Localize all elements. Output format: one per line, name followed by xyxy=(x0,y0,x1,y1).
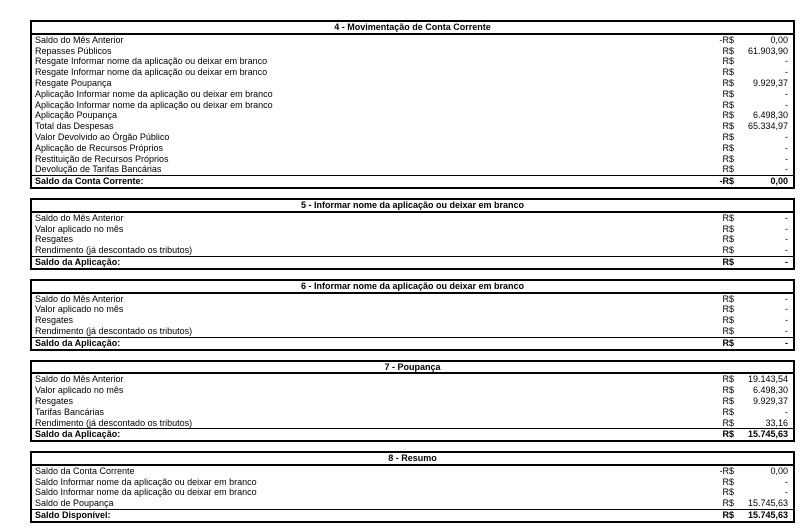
row-label: Resgates xyxy=(35,234,74,245)
currency-symbol: R$ xyxy=(722,304,734,315)
table-total-row xyxy=(32,175,793,187)
row-value: - xyxy=(785,212,788,223)
row-value: 19.143,54 xyxy=(747,374,788,385)
row-value: 9.929,37 xyxy=(752,395,788,406)
row-value: 6.498,30 xyxy=(752,110,788,121)
row-label: Rendimento (já descontado os tributos) xyxy=(35,417,193,428)
table-row xyxy=(32,78,793,89)
currency-symbol: R$ xyxy=(722,110,734,121)
currency-symbol: -R$ xyxy=(719,176,734,187)
row-value: - xyxy=(785,315,788,326)
row-value: - xyxy=(785,476,788,487)
table-row xyxy=(32,35,793,46)
row-label: Resgate Informar nome da aplicação ou deixar em branco xyxy=(35,56,268,67)
table-total-row xyxy=(32,337,793,349)
table-total-row xyxy=(32,428,793,440)
table-row xyxy=(32,143,793,154)
row-value: 6.498,30 xyxy=(752,385,788,396)
row-label: Saldo do Mês Anterior xyxy=(35,293,124,304)
row-label: Saldo Disponível: xyxy=(35,510,111,521)
currency-symbol: R$ xyxy=(722,487,734,498)
currency-symbol: R$ xyxy=(722,212,734,223)
currency-symbol: R$ xyxy=(722,67,734,78)
currency-symbol: R$ xyxy=(722,429,734,440)
row-value: - xyxy=(785,293,788,304)
table-row xyxy=(32,234,793,245)
row-label: Saldo da Conta Corrente: xyxy=(35,176,144,187)
currency-symbol: R$ xyxy=(722,417,734,428)
row-value: - xyxy=(785,487,788,498)
currency-symbol: R$ xyxy=(722,374,734,385)
table-row xyxy=(32,477,793,488)
report-tables xyxy=(30,20,795,532)
table-row xyxy=(32,498,793,509)
row-label: Aplicação de Recursos Próprios xyxy=(35,142,164,153)
currency-symbol: R$ xyxy=(722,315,734,326)
row-label: Valor aplicado no mês xyxy=(35,304,124,315)
currency-symbol: R$ xyxy=(722,256,734,267)
table-row xyxy=(32,466,793,477)
row-label: Aplicação Informar nome da aplicação ou deixar em branco xyxy=(35,99,273,110)
table-row xyxy=(32,294,793,305)
row-label: Repasses Públicos xyxy=(35,45,112,56)
table-row xyxy=(32,67,793,78)
row-value: - xyxy=(785,256,788,267)
row-value: - xyxy=(785,67,788,78)
row-value: - xyxy=(785,337,788,348)
table-row xyxy=(32,304,793,315)
row-value: 33,16 xyxy=(765,417,788,428)
currency-symbol: R$ xyxy=(722,245,734,256)
row-label: Rendimento (já descontado os tributos) xyxy=(35,245,193,256)
row-label: Saldo do Mês Anterior xyxy=(35,374,124,385)
row-value: - xyxy=(785,99,788,110)
table-row xyxy=(32,385,793,396)
row-label: Restituição de Recursos Próprios xyxy=(35,153,169,164)
row-value: 15.745,63 xyxy=(747,510,788,521)
row-label: Saldo Informar nome da aplicação ou deixar em branco xyxy=(35,476,257,487)
table-row xyxy=(32,224,793,235)
currency-symbol: R$ xyxy=(722,164,734,175)
currency-symbol: R$ xyxy=(722,406,734,417)
row-label: Valor aplicado no mês xyxy=(35,385,124,396)
currency-symbol: R$ xyxy=(722,45,734,56)
row-value: 0,00 xyxy=(770,34,788,45)
row-value: 0,00 xyxy=(770,465,788,476)
row-label: Total das Despesas xyxy=(35,121,114,132)
currency-symbol: R$ xyxy=(722,395,734,406)
section-title: 5 - Informar nome da aplicação ou deixar em branco xyxy=(32,200,793,213)
row-value: - xyxy=(785,325,788,336)
section-title: 8 - Resumo xyxy=(32,453,793,466)
row-label: Aplicação Informar nome da aplicação ou deixar em branco xyxy=(35,88,273,99)
section-table xyxy=(30,198,795,270)
row-label: Resgate Poupança xyxy=(35,77,112,88)
row-value: 61.903,90 xyxy=(747,45,788,56)
currency-symbol: R$ xyxy=(722,337,734,348)
row-label: Rendimento (já descontado os tributos) xyxy=(35,325,193,336)
currency-symbol: -R$ xyxy=(719,465,734,476)
row-value: 9.929,37 xyxy=(752,77,788,88)
currency-symbol: R$ xyxy=(722,121,734,132)
row-label: Saldo da Aplicação: xyxy=(35,429,121,440)
table-row xyxy=(32,89,793,100)
row-label: Resgates xyxy=(35,395,74,406)
row-label: Saldo de Poupança xyxy=(35,498,114,509)
currency-symbol: R$ xyxy=(722,223,734,234)
section-table xyxy=(30,360,795,443)
currency-symbol: -R$ xyxy=(719,34,734,45)
row-value: - xyxy=(785,304,788,315)
row-label: Saldo do Mês Anterior xyxy=(35,212,124,223)
table-row xyxy=(32,100,793,111)
row-label: Saldo do Mês Anterior xyxy=(35,34,124,45)
section-title: 6 - Informar nome da aplicação ou deixar em branco xyxy=(32,281,793,294)
row-label: Tarifas Bancárias xyxy=(35,406,105,417)
currency-symbol: R$ xyxy=(722,385,734,396)
row-label: Valor Devolvido ao Órgão Público xyxy=(35,131,170,142)
row-value: - xyxy=(785,223,788,234)
row-value: - xyxy=(785,164,788,175)
section-table xyxy=(30,20,795,189)
row-label: Valor aplicado no mês xyxy=(35,223,124,234)
section-table xyxy=(30,279,795,351)
currency-symbol: R$ xyxy=(722,131,734,142)
row-label: Saldo da Aplicação: xyxy=(35,337,121,348)
section-table xyxy=(30,451,795,523)
row-label: Resgate Informar nome da aplicação ou deixar em branco xyxy=(35,67,268,78)
row-value: - xyxy=(785,153,788,164)
table-row xyxy=(32,315,793,326)
currency-symbol: R$ xyxy=(722,88,734,99)
currency-symbol: R$ xyxy=(722,325,734,336)
section-title: 7 - Poupança xyxy=(32,362,793,375)
table-row xyxy=(32,487,793,498)
row-label: Resgates xyxy=(35,315,74,326)
currency-symbol: R$ xyxy=(722,510,734,521)
table-row xyxy=(32,164,793,175)
table-row xyxy=(32,154,793,165)
currency-symbol: R$ xyxy=(722,56,734,67)
table-row xyxy=(32,374,793,385)
row-label: Saldo da Aplicação: xyxy=(35,256,121,267)
currency-symbol: R$ xyxy=(722,153,734,164)
table-row xyxy=(32,132,793,143)
table-row xyxy=(32,326,793,337)
table-total-row xyxy=(32,256,793,268)
table-row xyxy=(32,46,793,57)
currency-symbol: R$ xyxy=(722,99,734,110)
row-value: - xyxy=(785,56,788,67)
row-value: 15.745,63 xyxy=(747,429,788,440)
row-value: 65.334,97 xyxy=(747,121,788,132)
currency-symbol: R$ xyxy=(722,476,734,487)
row-label: Devolução de Tarifas Bancárias xyxy=(35,164,162,175)
row-label: Saldo da Conta Corrente xyxy=(35,465,135,476)
table-row xyxy=(32,56,793,67)
table-row xyxy=(32,110,793,121)
table-row xyxy=(32,396,793,407)
row-value: - xyxy=(785,131,788,142)
row-label: Aplicação Poupança xyxy=(35,110,118,121)
currency-symbol: R$ xyxy=(722,77,734,88)
row-value: - xyxy=(785,142,788,153)
currency-symbol: R$ xyxy=(722,234,734,245)
row-value: - xyxy=(785,245,788,256)
currency-symbol: R$ xyxy=(722,498,734,509)
currency-symbol: R$ xyxy=(722,293,734,304)
table-row xyxy=(32,213,793,224)
table-row xyxy=(32,407,793,418)
section-title: 4 - Movimentação de Conta Corrente xyxy=(32,22,793,35)
row-value: - xyxy=(785,88,788,99)
table-row xyxy=(32,245,793,256)
table-row xyxy=(32,121,793,132)
currency-symbol: R$ xyxy=(722,142,734,153)
row-value: 15.745,63 xyxy=(747,498,788,509)
row-value: 0,00 xyxy=(770,176,788,187)
row-value: - xyxy=(785,234,788,245)
row-value: - xyxy=(785,406,788,417)
table-row xyxy=(32,418,793,429)
row-label: Saldo Informar nome da aplicação ou deixar em branco xyxy=(35,487,257,498)
